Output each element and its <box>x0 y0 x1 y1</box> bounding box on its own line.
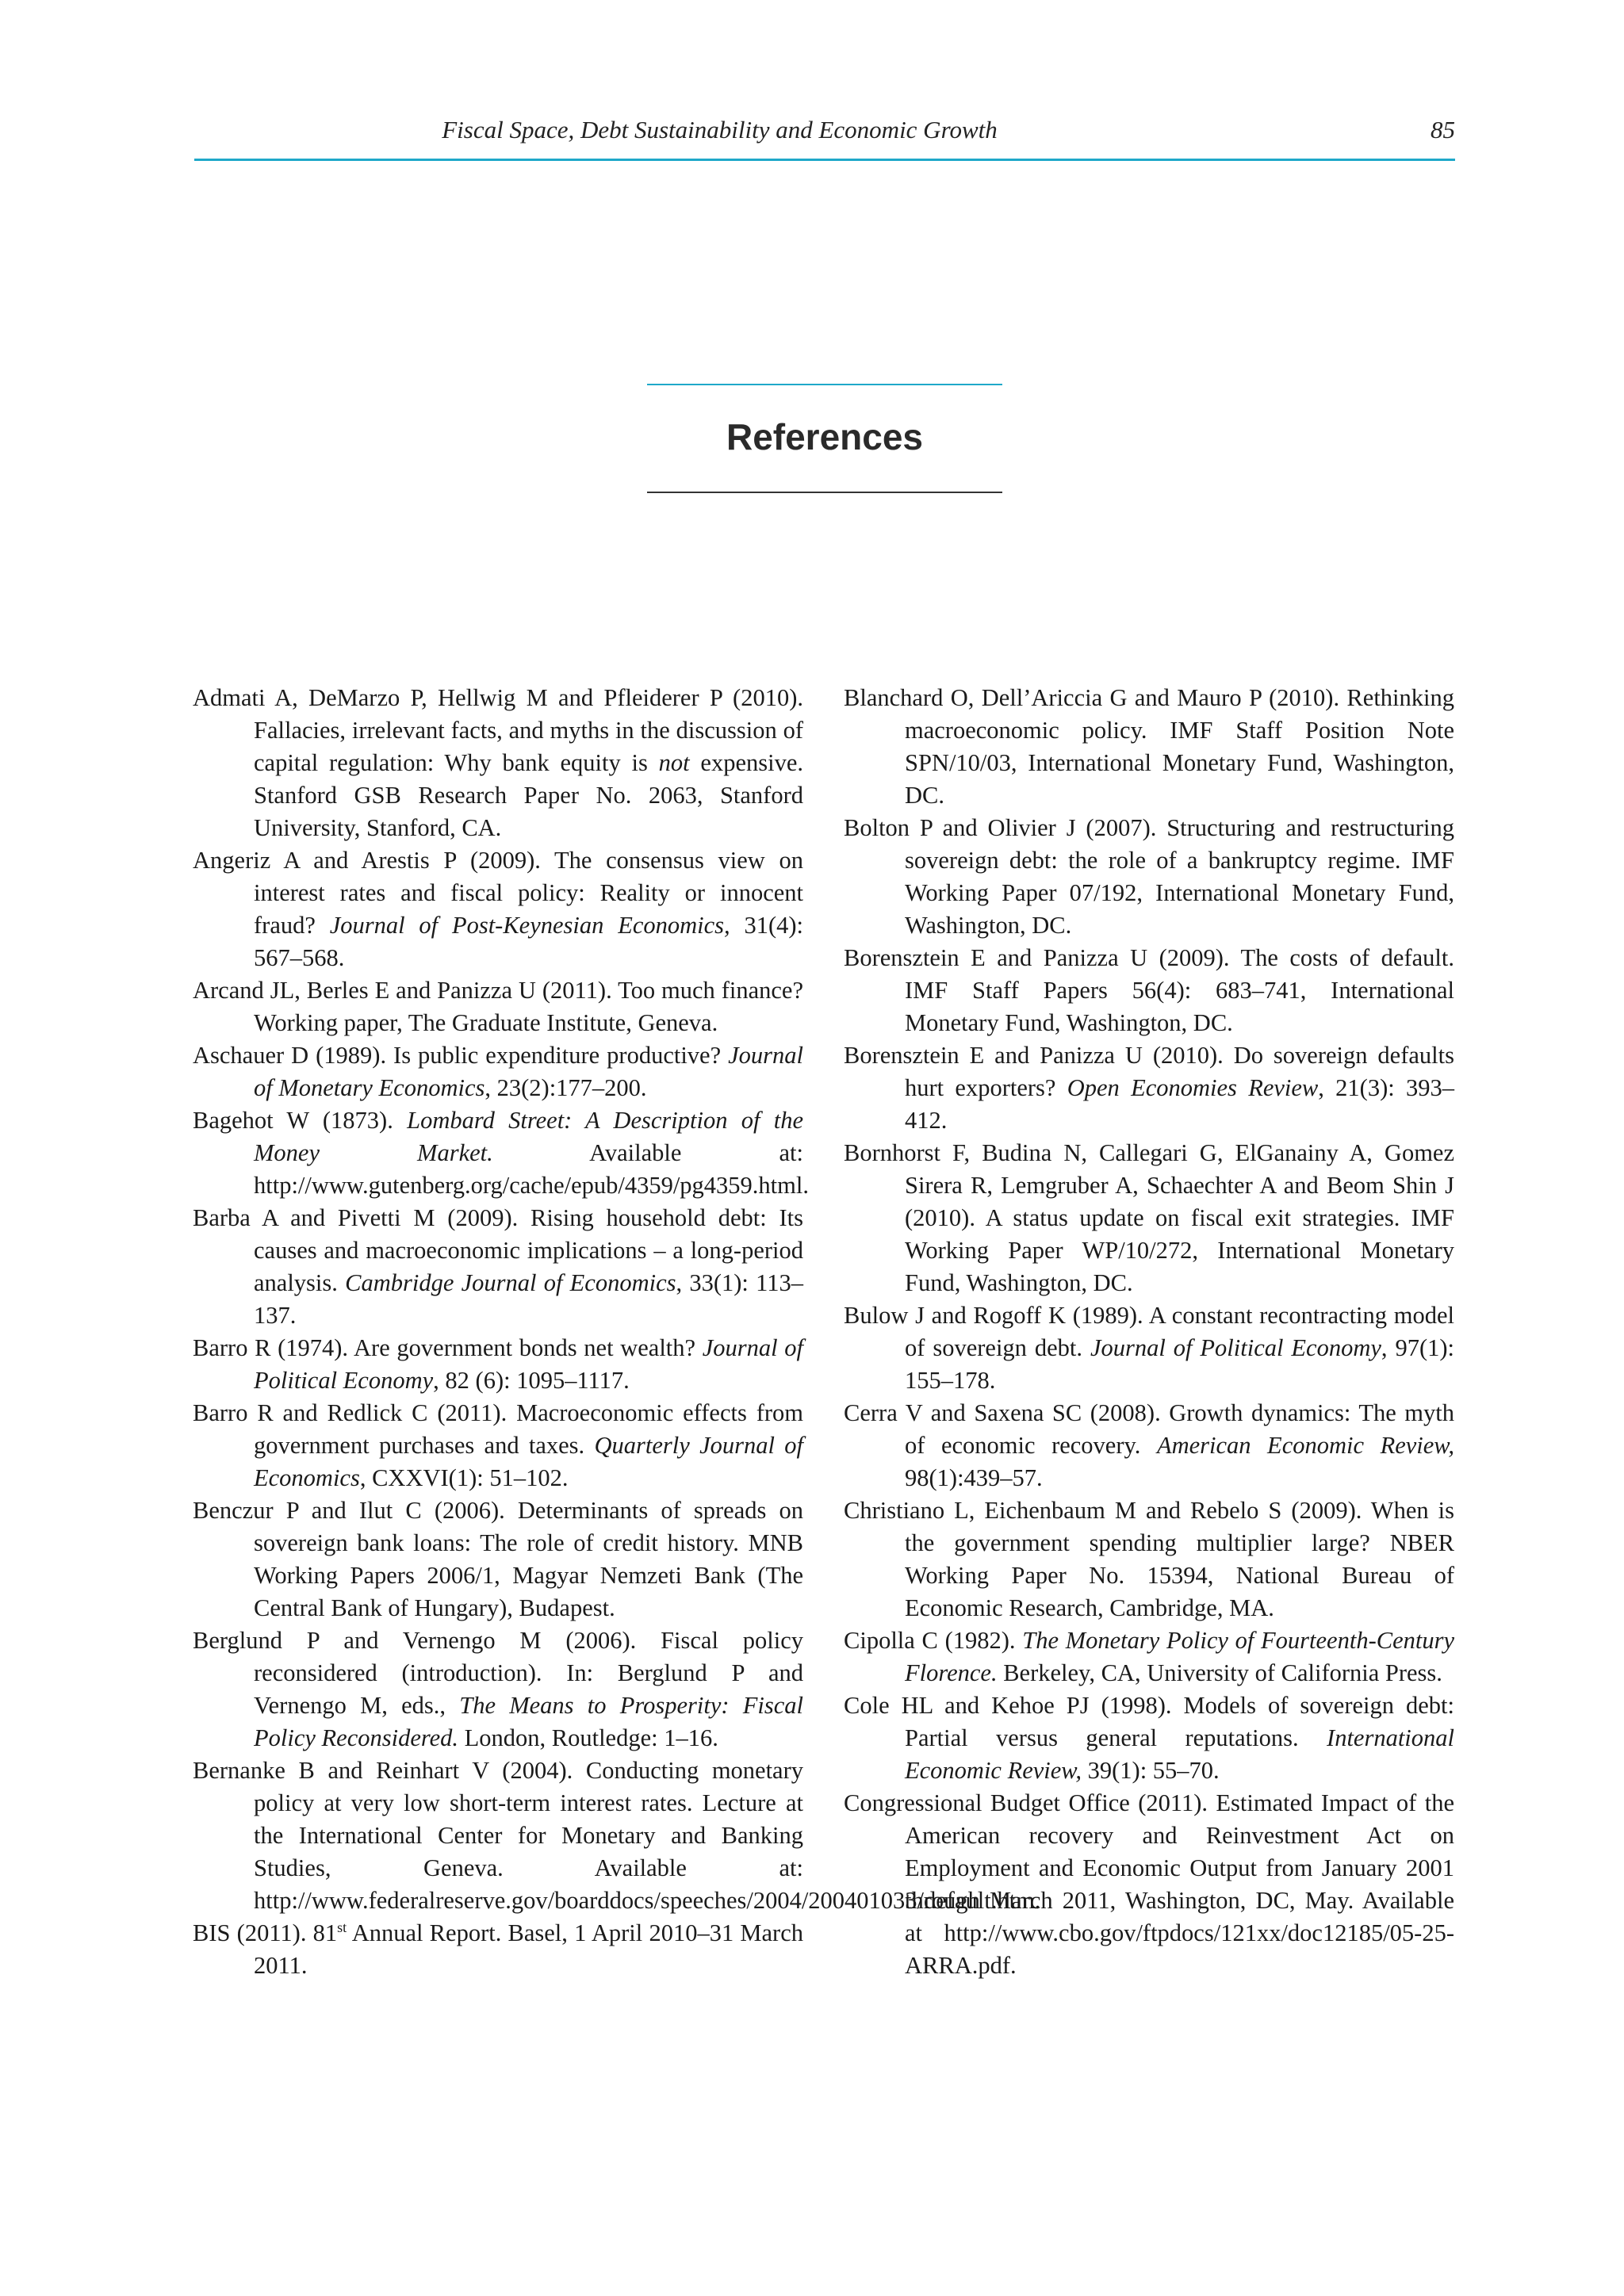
reference-entry <box>844 1624 1454 1689</box>
italic-text: not <box>658 749 690 776</box>
reference-text: expensive. Stanford GSB Research Paper No. 2063, Stanford University, Stanford, CA. <box>254 749 803 841</box>
reference-text: Angeriz A and Arestis P (2009). The consensus view on interest rates and fiscal policy: Reality or innocent fraud? <box>193 847 803 939</box>
reference-entry <box>844 1397 1454 1494</box>
reference-entry <box>193 844 803 974</box>
reference-entry <box>193 1624 803 1755</box>
page-number: 85 <box>1431 116 1455 144</box>
reference-text: Congressional Budget Office (2011). Estimated Impact of the American recovery and Reinvestment Act on Employment and Economic Output from January 2001 through March 2011, Washington, DC, May. Available at http://www.cbo.gov/ftpdocs/121xx/doc12185/05-25-ARRA.pdf. <box>844 1789 1454 1979</box>
reference-entry <box>193 974 803 1039</box>
reference-text: Bulow J and Rogoff K (1989). A constant recontracting model of sovereign debt. <box>844 1302 1454 1361</box>
running-header-title: Fiscal Space, Debt Sustainability and Economic Growth <box>442 116 998 144</box>
reference-text: Benczur P and Ilut C (2006). Determinants of spreads on sovereign bank loans: The role of credit history. MNB Working Papers 2006/1, Magyar Nemzeti Bank (The Central Bank of Hungary), Budapest. <box>193 1497 803 1621</box>
reference-text: 31(4): 567–568. <box>254 912 804 971</box>
reference-text: Berkeley, CA, University of California Press. <box>997 1659 1442 1686</box>
reference-text: Barro R and Redlick C (2011). Macroeconomic effects from government purchases and taxes. <box>193 1399 803 1459</box>
reference-text: , 97(1): 155–178. <box>905 1334 1454 1394</box>
italic-text: The Means to Prosperity: Fiscal Policy Reconsidered. <box>254 1692 804 1751</box>
reference-text: Aschauer D (1989). Is public expenditure productive? <box>193 1042 729 1069</box>
italic-text: International Economic Review, <box>905 1724 1454 1784</box>
italic-text: Lombard Street: A Description of the Money Market. <box>254 1107 804 1166</box>
reference-text: Borensztein E and Panizza U (2010). Do sovereign defaults hurt exporters? <box>844 1042 1454 1101</box>
italic-text: Quarterly Journal of Economics <box>254 1432 803 1491</box>
reference-entry <box>844 1689 1454 1787</box>
reference-entry <box>844 1787 1454 1982</box>
reference-text: London, Routledge: 1–16. <box>458 1724 718 1751</box>
reference-entry <box>844 1039 1454 1137</box>
italic-text: Cambridge Journal of Economics <box>345 1269 676 1296</box>
reference-text: Annual Report. Basel, 1 April 2010–31 March 2011. <box>254 1919 803 1979</box>
reference-text: , 33(1): 113–137. <box>254 1269 803 1329</box>
reference-entry <box>844 1137 1454 1299</box>
reference-text: Available at: http://www.gutenberg.org/cache/epub/4359/pg4359.html. <box>254 1139 809 1199</box>
italic-text: Journal of Political Economy <box>254 1334 803 1394</box>
reference-text: Arcand JL, Berles E and Panizza U (2011). Too much finance? Working paper, The Graduate Institute, Geneva. <box>193 977 803 1036</box>
reference-text: , 21(3): 393–412. <box>905 1074 1455 1134</box>
reference-text: Bagehot W (1873). <box>193 1107 408 1134</box>
reference-text: Bornhorst F, Budina N, Callegari G, ElGanainy A, Gomez Sirera R, Lemgruber A, Schaechter A and Beom Shin J (2010). A status update on fiscal exit strategies. IMF Working Paper WP/10/272, International Monetary Fund, Washington, DC. <box>844 1139 1454 1296</box>
reference-text: Berglund P and Vernengo M (2006). Fiscal policy reconsidered (introduction). In: Berglund P and Vernengo M, eds., <box>193 1627 803 1719</box>
section-title: References <box>726 416 924 457</box>
reference-entry <box>193 682 803 844</box>
reference-text: , CXXVI(1): 51–102. <box>359 1464 569 1491</box>
reference-entry <box>193 1104 809 1202</box>
reference-text: Borensztein E and Panizza U (2009). The costs of default. IMF Staff Papers 56(4): 683–741, International Monetary Fund, Washington, DC. <box>844 944 1454 1036</box>
reference-entry <box>193 1917 803 1982</box>
italic-text: Journal of Political Economy <box>1090 1334 1381 1361</box>
reference-text: Cipolla C (1982). <box>844 1627 1023 1654</box>
reference-text: BIS (2011). 81 <box>193 1919 338 1946</box>
reference-text: Bernanke B and Reinhart V (2004). Conducting monetary policy at very low short-term interest rates. Lecture at the International Center for Monetary and Banking Studies, Geneva. Available at: http://www.federalreserve.gov/boarddocs/speeches/2004/200401033/default.htm. <box>193 1757 1041 1914</box>
reference-text: Admati A, DeMarzo P, Hellwig M and Pfleiderer P (2010). Fallacies, irrelevant facts, and myths in the discussion of capital regulation: Why bank equity is <box>193 684 803 776</box>
section-rule-top <box>647 384 1002 385</box>
reference-text: 98(1):439–57. <box>905 1464 1043 1491</box>
reference-text: Blanchard O, Dell’Ariccia G and Mauro P (2010). Rethinking macroeconomic policy. IMF Staff Position Note SPN/10/03, International Monetary Fund, Washington, DC. <box>844 684 1454 809</box>
reference-text: Bolton P and Olivier J (2007). Structuring and restructuring sovereign debt: the role of a bankruptcy regime. IMF Working Paper 07/192, International Monetary Fund, Washington, DC. <box>844 814 1454 939</box>
reference-entry <box>844 942 1454 1039</box>
reference-entry <box>844 812 1454 942</box>
italic-text: Open Economies Review <box>1067 1074 1319 1101</box>
reference-text: , 82 (6): 1095–1117. <box>433 1367 630 1394</box>
reference-entry <box>193 1039 803 1104</box>
reference-entry <box>844 682 1454 812</box>
header-rule <box>194 159 1455 161</box>
reference-entry <box>193 1494 803 1624</box>
italic-text: The Monetary Policy of Fourteenth-Century Florence. <box>905 1627 1454 1686</box>
reference-entry <box>193 1397 803 1494</box>
reference-text: Barro R (1974). Are government bonds net wealth? <box>193 1334 703 1361</box>
italic-text: Journal of Monetary Economics <box>254 1042 803 1101</box>
reference-entry <box>193 1202 803 1332</box>
superscript-text: st <box>337 1919 347 1935</box>
reference-entry <box>844 1494 1454 1624</box>
reference-text: 39(1): 55–70. <box>1082 1757 1220 1784</box>
reference-entry <box>193 1755 1041 1917</box>
reference-text: Barba A and Pivetti M (2009). Rising household debt: Its causes and macroeconomic implications – a long-period analysis. <box>193 1204 803 1296</box>
reference-text: , 23(2):177–200. <box>485 1074 647 1101</box>
reference-text: Cole HL and Kehoe PJ (1998). Models of sovereign debt: Partial versus general reputations. <box>844 1692 1454 1751</box>
references-right-column <box>844 682 1454 1982</box>
reference-text: Cerra V and Saxena SC (2008). Growth dynamics: The myth of economic recovery. <box>844 1399 1454 1459</box>
section-rule-bottom <box>647 492 1002 493</box>
reference-entry <box>193 1332 803 1397</box>
italic-text: Journal of Post-Keynesian Economics, <box>329 912 730 939</box>
reference-text: Christiano L, Eichenbaum M and Rebelo S (2009). When is the government spending multiplier large? NBER Working Paper No. 15394, National Bureau of Economic Research, Cambridge, MA. <box>844 1497 1454 1621</box>
reference-entry <box>844 1299 1454 1397</box>
italic-text: American Economic Review, <box>1156 1432 1454 1459</box>
